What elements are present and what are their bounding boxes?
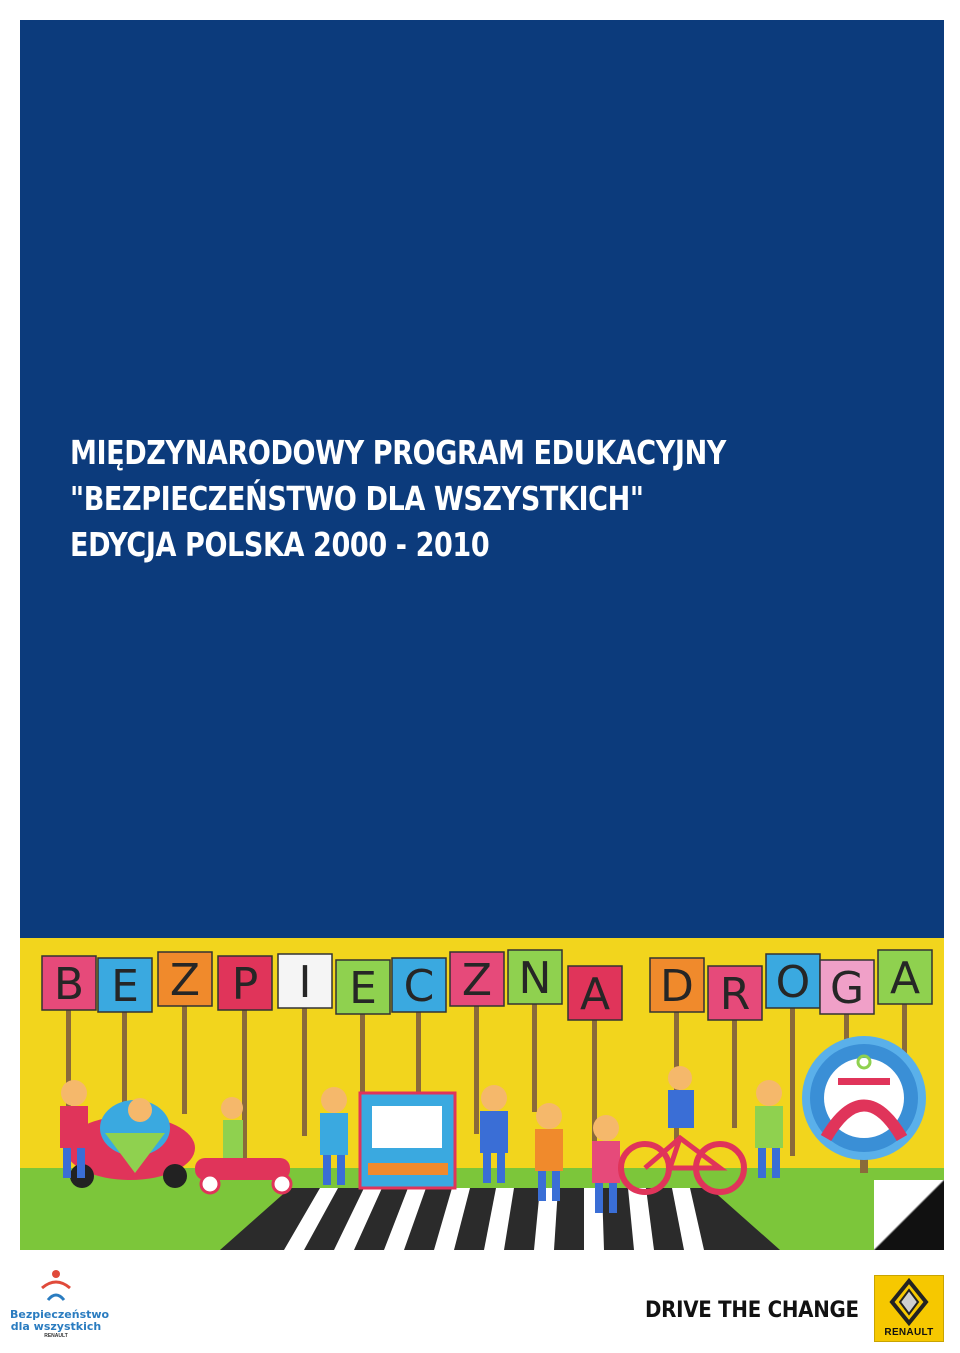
letter-sign [508, 950, 562, 1112]
sign-letter: R [719, 969, 751, 1020]
footer-bar [0, 1250, 960, 1353]
sign-letter: D [660, 961, 694, 1012]
letter-sign [278, 954, 332, 1136]
renault-logo [874, 1275, 944, 1342]
letter-sign [708, 966, 762, 1128]
sign-letter: B [53, 959, 85, 1010]
renault-wordmark: RENAULT [884, 1327, 934, 1338]
person-icon [36, 1268, 76, 1304]
sign-letter: C [403, 961, 435, 1012]
sign-letter: N [518, 953, 552, 1004]
letter-sign [158, 952, 212, 1114]
bus-figure [360, 1093, 455, 1188]
person-figure [755, 1080, 783, 1178]
sign-letter: P [231, 959, 259, 1010]
title-line-2: "BEZPIECZEŃSTWO DLA WSZYSTKICH" [70, 479, 644, 518]
sign-letter: O [775, 957, 811, 1008]
children-drawing-illustration [20, 938, 944, 1250]
sign-letter: Z [461, 955, 493, 1006]
sign-letter: A [889, 953, 921, 1004]
page-curl [874, 1180, 944, 1250]
cover-title [70, 430, 726, 568]
tagline: DRIVE THE CHANGE [645, 1298, 859, 1323]
sign-letter: I [298, 957, 312, 1008]
program-logo-line-1: Bezpieczeństwo [10, 1308, 110, 1321]
program-logo-line-2: dla wszystkich [10, 1320, 102, 1333]
title-line-3: EDYCJA POLSKA 2000 - 2010 [70, 525, 490, 564]
round-road-sign [806, 1040, 922, 1173]
drawing-canvas [20, 938, 944, 1250]
sign-letter: A [579, 969, 611, 1020]
sign-letter: Z [169, 955, 201, 1006]
program-logo [10, 1268, 110, 1339]
sign-letter: E [111, 961, 139, 1012]
sign-letter: G [829, 963, 865, 1014]
program-logo-line-3: RENAULT [44, 1333, 68, 1339]
title-line-1: MIĘDZYNARODOWY PROGRAM EDUKACYJNY [70, 433, 726, 472]
renault-diamond-icon [874, 1275, 944, 1327]
sign-letter: E [349, 963, 377, 1014]
